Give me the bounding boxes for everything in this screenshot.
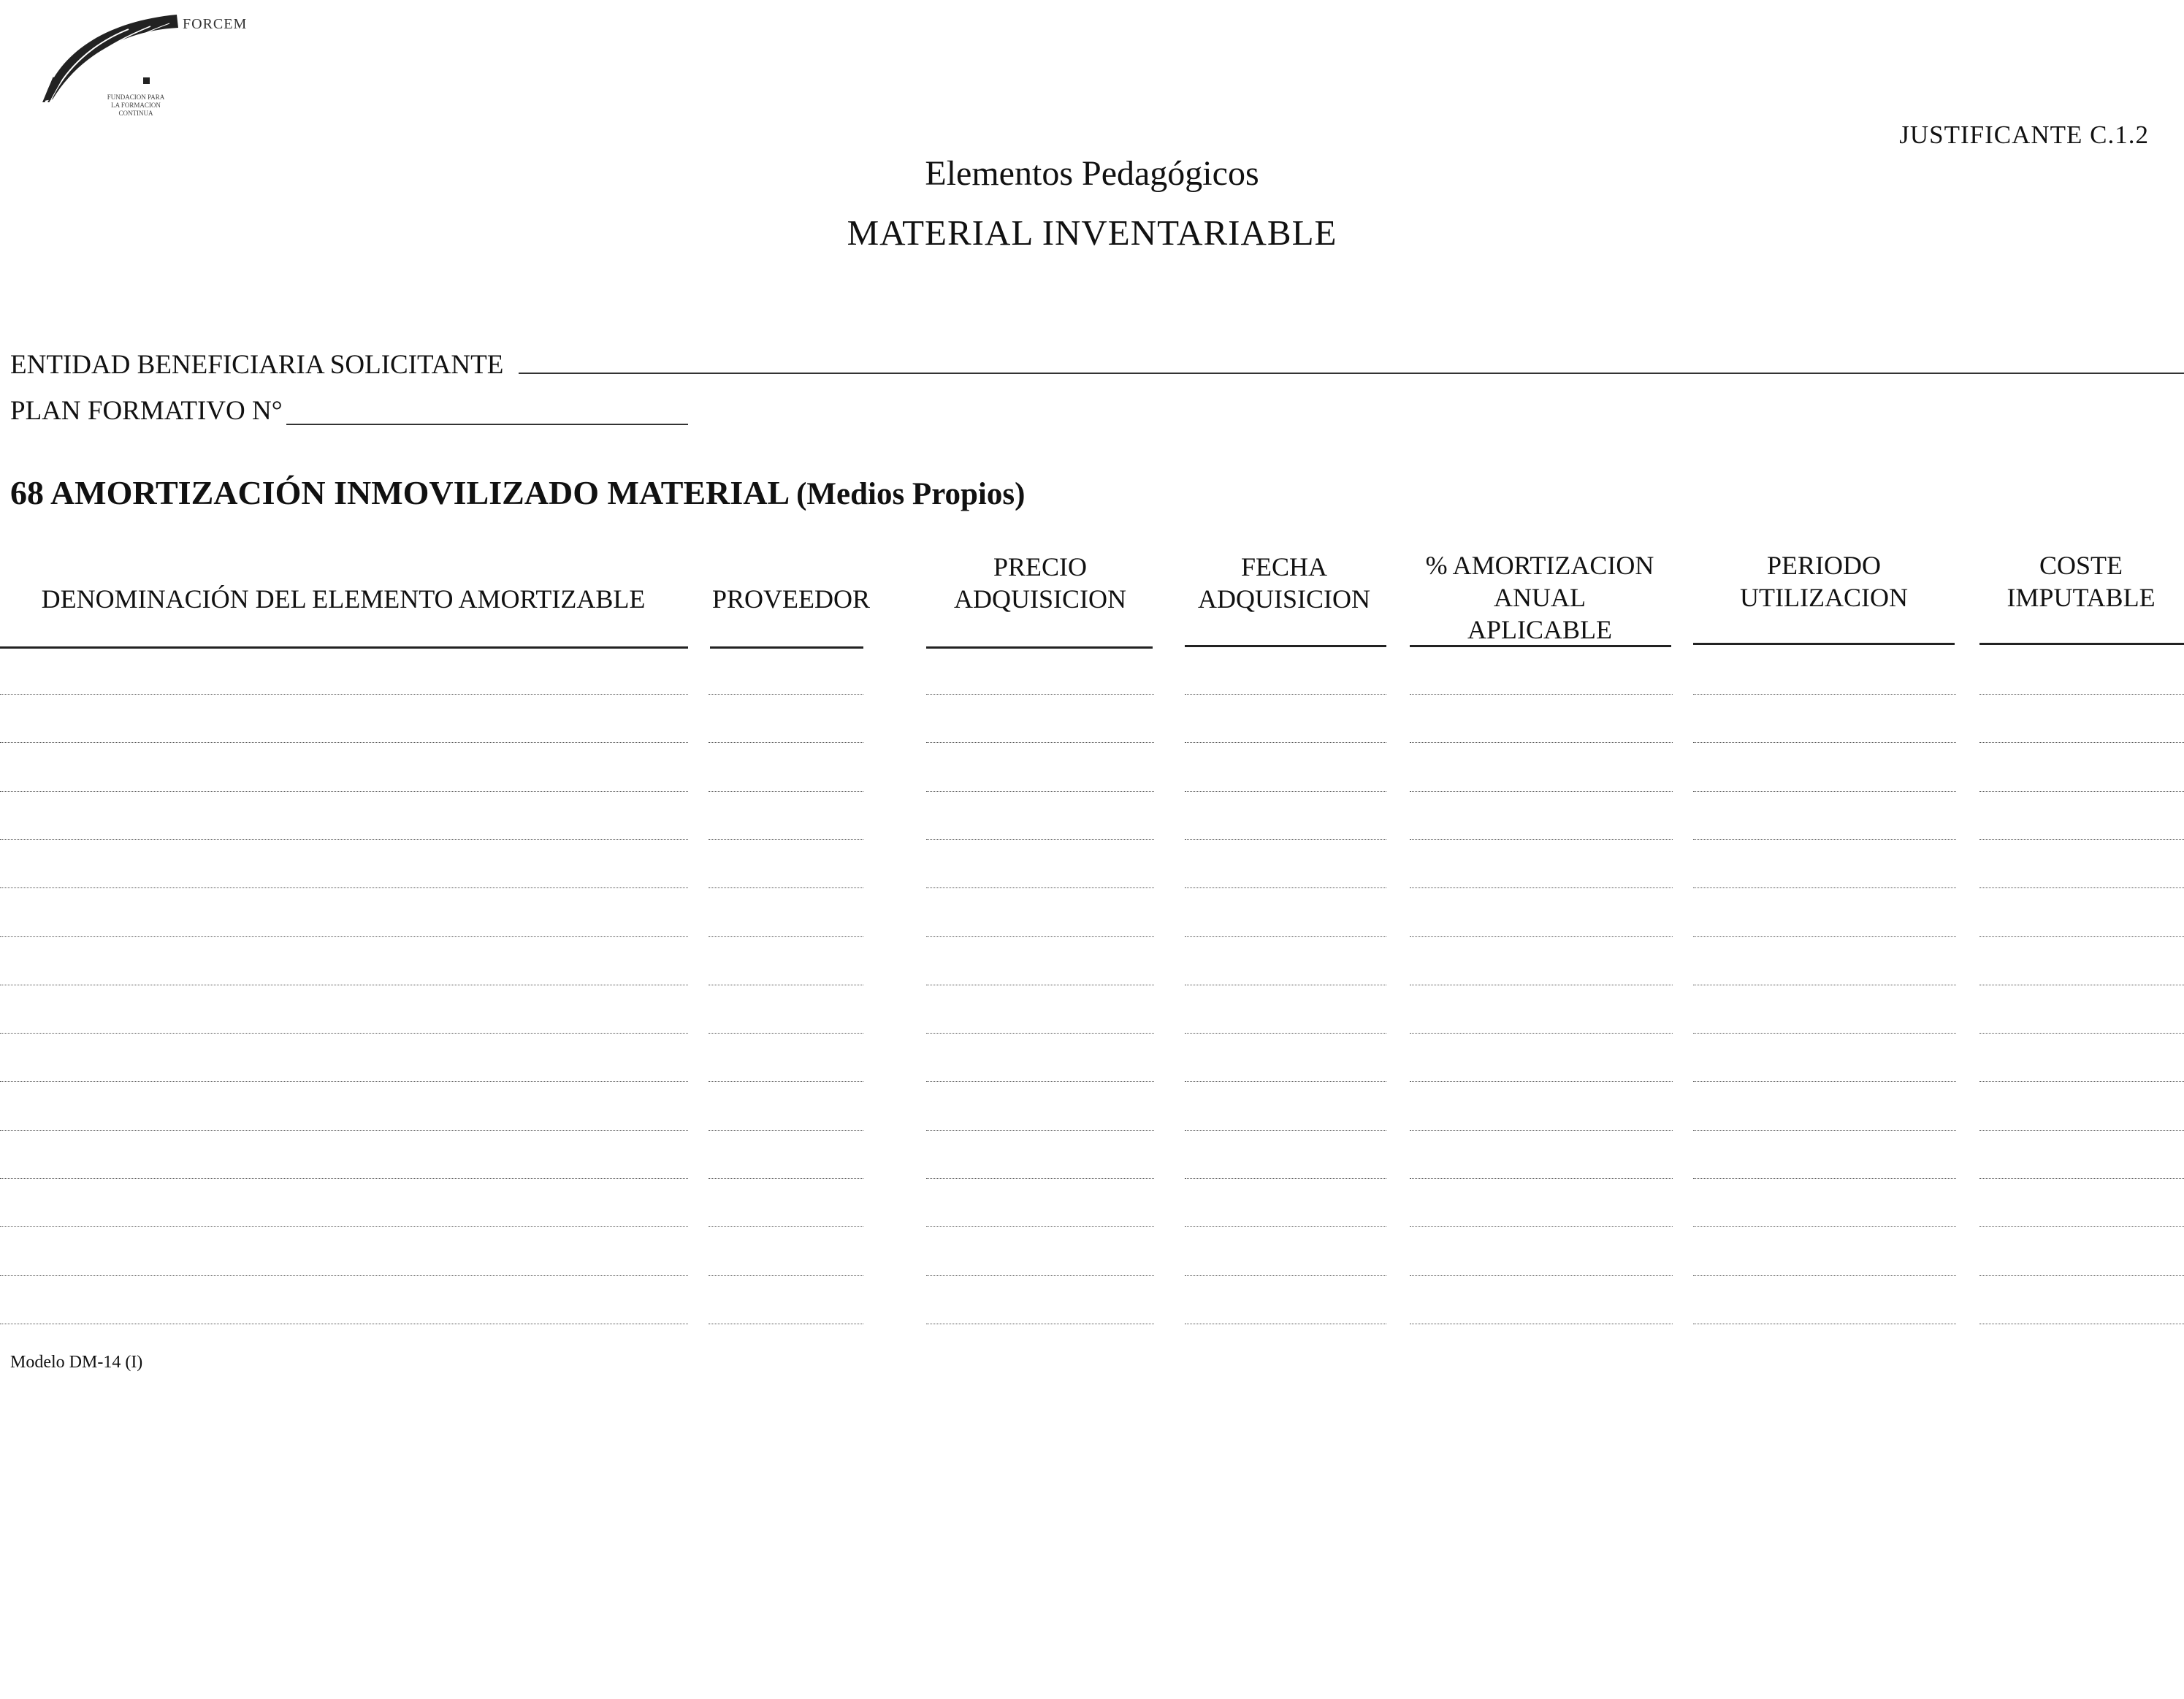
entry-line[interactable] bbox=[1979, 1226, 2184, 1227]
entry-line[interactable] bbox=[926, 1033, 1154, 1034]
column-header-periodo: PERIODO UTILIZACION bbox=[1740, 551, 1908, 612]
entry-line[interactable] bbox=[0, 1033, 688, 1034]
entry-line[interactable] bbox=[1185, 694, 1386, 695]
justificante-code: JUSTIFICANTE C.1.2 bbox=[1899, 121, 2149, 149]
entry-line[interactable] bbox=[1693, 791, 1956, 792]
entry-line[interactable] bbox=[1979, 1033, 2184, 1034]
section-title: 68 AMORTIZACIÓN INMOVILIZADO MATERIAL bbox=[10, 474, 788, 511]
entry-line[interactable] bbox=[1693, 1178, 1956, 1179]
entry-line[interactable] bbox=[0, 839, 688, 840]
entry-line[interactable] bbox=[709, 1033, 863, 1034]
entry-line[interactable] bbox=[0, 936, 688, 937]
entry-line[interactable] bbox=[1410, 1033, 1673, 1034]
entry-line[interactable] bbox=[709, 1130, 863, 1131]
entry-line[interactable] bbox=[1693, 1081, 1956, 1082]
entry-line[interactable] bbox=[0, 1081, 688, 1082]
entry-line[interactable] bbox=[709, 1081, 863, 1082]
entry-line[interactable] bbox=[1185, 839, 1386, 840]
entry-line[interactable] bbox=[1693, 839, 1956, 840]
entry-line[interactable] bbox=[1410, 1275, 1673, 1276]
entry-line[interactable] bbox=[709, 887, 863, 888]
entry-line[interactable] bbox=[1185, 1178, 1386, 1179]
logo-subtitle: FUNDACION PARA LA FORMACION CONTINUA bbox=[107, 93, 165, 117]
entry-line[interactable] bbox=[926, 839, 1154, 840]
column-header-proveedor: PROVEEDOR bbox=[711, 584, 871, 614]
entry-line[interactable] bbox=[926, 1130, 1154, 1131]
entry-line[interactable] bbox=[1410, 936, 1673, 937]
entry-line[interactable] bbox=[1693, 936, 1956, 937]
entry-line[interactable] bbox=[1693, 1275, 1956, 1276]
entry-line[interactable] bbox=[1979, 1178, 2184, 1179]
entry-line[interactable] bbox=[1979, 839, 2184, 840]
entry-line[interactable] bbox=[1185, 1226, 1386, 1227]
entry-line[interactable] bbox=[0, 1178, 688, 1179]
column-rule bbox=[1979, 643, 2184, 645]
entry-line[interactable] bbox=[1185, 1081, 1386, 1082]
model-code: Modelo DM-14 (I) bbox=[10, 1353, 143, 1372]
entry-line[interactable] bbox=[1410, 791, 1673, 792]
entry-line[interactable] bbox=[0, 1275, 688, 1276]
entry-line[interactable] bbox=[0, 1130, 688, 1131]
entry-line[interactable] bbox=[926, 887, 1154, 888]
entry-line[interactable] bbox=[1410, 1226, 1673, 1227]
column-rule bbox=[710, 646, 863, 649]
logo-name: FORCEM bbox=[183, 16, 248, 32]
entry-line[interactable] bbox=[1410, 839, 1673, 840]
entry-line[interactable] bbox=[1693, 1226, 1956, 1227]
column-rule bbox=[1185, 645, 1386, 647]
entry-line[interactable] bbox=[1979, 1275, 2184, 1276]
entry-line[interactable] bbox=[709, 742, 863, 743]
entidad-field[interactable] bbox=[519, 373, 2184, 374]
entry-line[interactable] bbox=[0, 791, 688, 792]
column-rule bbox=[1410, 645, 1671, 647]
entry-line[interactable] bbox=[709, 839, 863, 840]
entry-line[interactable] bbox=[1185, 936, 1386, 937]
entry-line[interactable] bbox=[926, 742, 1154, 743]
entidad-label: ENTIDAD BENEFICIARIA SOLICITANTE bbox=[10, 350, 504, 380]
column-rule bbox=[0, 646, 688, 649]
entry-line[interactable] bbox=[709, 1226, 863, 1227]
entry-line[interactable] bbox=[1185, 1130, 1386, 1131]
plan-label: PLAN FORMATIVO N° bbox=[10, 396, 283, 426]
entry-line[interactable] bbox=[1410, 694, 1673, 695]
entry-line[interactable] bbox=[1979, 791, 2184, 792]
entry-line[interactable] bbox=[1693, 887, 1956, 888]
entry-line[interactable] bbox=[926, 1226, 1154, 1227]
entry-line[interactable] bbox=[0, 694, 688, 695]
entry-line[interactable] bbox=[1185, 742, 1386, 743]
entry-line[interactable] bbox=[0, 1226, 688, 1227]
entry-line[interactable] bbox=[1185, 1033, 1386, 1034]
column-header-coste: COSTE IMPUTABLE bbox=[2007, 551, 2156, 612]
column-header-denominacion: DENOMINACIÓN DEL ELEMENTO AMORTIZABLE bbox=[41, 584, 646, 614]
entry-line[interactable] bbox=[1693, 1130, 1956, 1131]
entry-line[interactable] bbox=[0, 742, 688, 743]
entry-line[interactable] bbox=[709, 694, 863, 695]
entry-line[interactable] bbox=[1979, 742, 2184, 743]
entry-line[interactable] bbox=[1410, 1178, 1673, 1179]
entry-line[interactable] bbox=[926, 936, 1154, 937]
entry-line[interactable] bbox=[709, 1178, 863, 1179]
entry-line[interactable] bbox=[1185, 1275, 1386, 1276]
entry-line[interactable] bbox=[0, 887, 688, 888]
entry-line[interactable] bbox=[1185, 887, 1386, 888]
section-heading bbox=[10, 473, 1025, 512]
entry-line[interactable] bbox=[709, 936, 863, 937]
column-header-amortizacion: % AMORTIZACION ANUAL APLICABLE bbox=[1425, 551, 1654, 644]
page-subtitle: Elementos Pedagógicos bbox=[925, 154, 1259, 193]
forcem-logo bbox=[41, 7, 187, 142]
entry-line[interactable] bbox=[709, 1275, 863, 1276]
entry-line[interactable] bbox=[1185, 791, 1386, 792]
entry-line[interactable] bbox=[926, 1081, 1154, 1082]
entry-line[interactable] bbox=[926, 694, 1154, 695]
entry-line[interactable] bbox=[1979, 1081, 2184, 1082]
entry-line[interactable] bbox=[1410, 887, 1673, 888]
entry-line[interactable] bbox=[1693, 694, 1956, 695]
section-qualifier: (Medios Propios) bbox=[796, 477, 1026, 511]
entry-line[interactable] bbox=[1979, 936, 2184, 937]
column-rule bbox=[1693, 643, 1955, 645]
column-rule bbox=[926, 646, 1153, 649]
entry-line[interactable] bbox=[1979, 887, 2184, 888]
page-title: MATERIAL INVENTARIABLE bbox=[847, 213, 1337, 253]
entry-line[interactable] bbox=[926, 791, 1154, 792]
entry-line[interactable] bbox=[1693, 1033, 1956, 1034]
entry-line[interactable] bbox=[1693, 742, 1956, 743]
entry-line[interactable] bbox=[1410, 1081, 1673, 1082]
column-header-precio: PRECIO ADQUISICION bbox=[954, 552, 1126, 614]
entry-line[interactable] bbox=[1410, 742, 1673, 743]
plan-field[interactable] bbox=[286, 424, 688, 425]
entry-line[interactable] bbox=[1979, 694, 2184, 695]
entry-line[interactable] bbox=[926, 1178, 1154, 1179]
column-header-fecha: FECHA ADQUISICION bbox=[1198, 552, 1370, 614]
entry-line[interactable] bbox=[1979, 1130, 2184, 1131]
entry-line[interactable] bbox=[926, 1275, 1154, 1276]
forcem-swoosh-icon bbox=[41, 7, 187, 102]
entry-line[interactable] bbox=[1410, 1130, 1673, 1131]
entry-line[interactable] bbox=[709, 791, 863, 792]
